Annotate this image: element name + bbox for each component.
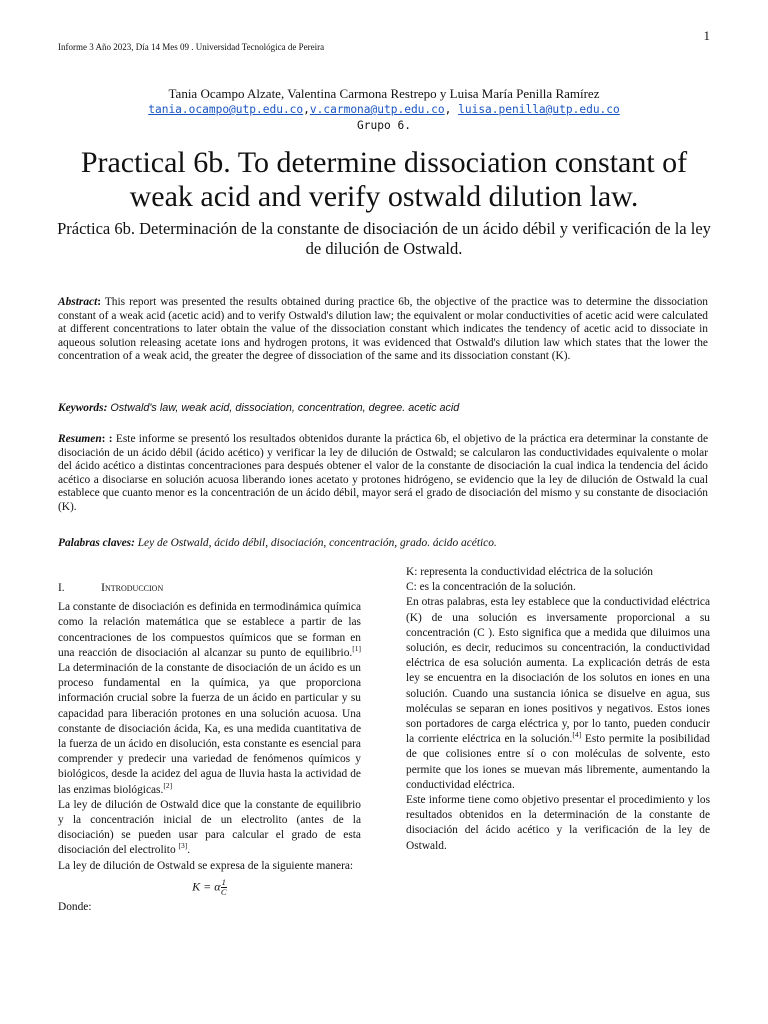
email-link-carmona[interactable]: v.carmona@utp.edu.co — [309, 103, 445, 116]
definition-c: C: es la concentración de la solución. — [406, 581, 576, 594]
left-column — [58, 580, 361, 915]
formula-lhs: K = α — [192, 879, 221, 894]
email-link-ocampo[interactable]: tania.ocampo@utp.edu.co — [148, 103, 304, 116]
resumen-label: Resumen — [58, 433, 102, 445]
citation-3: [3] — [178, 841, 188, 851]
citation-1: [1] — [352, 644, 361, 654]
resumen-text: Este informe se presentó los resultados obtenidos durante la práctica 6b, el objetivo de la práctica era determinar la constante de disociación de un ácido débil (ácido acético) y verificar la ley de dilución de Ostwald; se calcularon las conductividades equivalente o molar del ácido acético a distintas concentraciones para después obtener el valor de la constante de disociación la cual indica la tendencia del ácido acético a disociarse en solución acuosa liberando iones acetato y protones hidrógeno, se evidencio que la ley de dilución de Ostwald la cual establece que cuanto menor es la concentración de un ácido débil, mayor será el grado de disociación del mismo y su constante de disociación (K). — [58, 433, 709, 513]
ostwald-formula — [58, 878, 361, 897]
definition-k: K: representa la conductividad eléctrica de la solución — [406, 566, 654, 578]
intro-p1-text-a: La constante de disociación es definida en termodinámica química como la relación matemática que se establece a partir de las concentraciones de los compuestos químicos que se forman en una reacción de disociación al alcanzar su punto de equilibrio. — [58, 601, 362, 659]
intro-p2-text-b: . — [187, 844, 191, 857]
intro-paragraph-1 — [58, 600, 361, 798]
abstract-label: Abstract — [58, 296, 98, 308]
resumen-colon: : : — [101, 433, 113, 445]
formula-denominator: C — [220, 886, 227, 897]
palabras-claves — [58, 537, 708, 551]
paper-title-spanish: Práctica 6b. Determinación de la constante de disociación de un ácido débil y verificación de la ley de dilución de Ostwald. — [57, 219, 711, 258]
right-paragraph-2: Este informe tiene como objetivo presentar el procedimiento y los resultados obtenidos en la determinación de la constante de disociación del ácido acético y la verificación de la ley de Ostwald. — [406, 794, 710, 852]
donde-label: Donde: — [58, 900, 92, 913]
right-paragraph-1 — [406, 595, 710, 793]
right-p1-text-b: Esto permite la posibilidad de que colisiones entre sí o con moléculas de solvente, esto permite que los iones se muevan más libremente, aumentando la conductividad eléctrica. — [406, 733, 710, 791]
intro-paragraph-2 — [58, 798, 361, 859]
right-column — [406, 565, 710, 854]
author-emails — [0, 103, 768, 116]
palabras-label: Palabras claves: — [58, 537, 135, 549]
abstract — [58, 296, 708, 364]
formula-fraction — [221, 878, 227, 897]
abstract-colon: : — [97, 296, 102, 308]
running-header: Informe 3 Año 2023, Día 14 Mes 09 . Universidad Tecnológica de Pereira — [58, 42, 325, 52]
paper-title-english: Practical 6b. To determine dissociation constant of weak acid and verify ostwald dilution law. — [80, 146, 688, 213]
page-number: 1 — [703, 28, 710, 43]
email-separator: , — [444, 103, 459, 116]
formula-numerator: 1 — [221, 876, 226, 887]
authors: Tania Ocampo Alzate, Valentina Carmona Restrepo y Luisa María Penilla Ramírez — [168, 86, 600, 101]
section-title: Introduccion — [101, 580, 164, 594]
citation-2: [2] — [163, 780, 173, 790]
right-p1-text-a: En otras palabras, esta ley establece que la conductividad eléctrica (K) de una solución es inversamente proporcional a su concentración (C ). Esto significa que a medida que diluimos una solución, es decir, reducimos su concentración, la conductividad eléctrica de esa solución aumenta. La explicación detrás de esta ley se encuentra en la disociación de los solutos en iones en una solución. Cuando una sustancia iónica se disuelve en agua, sus moléculas se separan en iones positivos y negativos. Estos iones son portadores de carga eléctrica y, por lo tanto, pueden conducir la corriente eléctrica en la solución. — [406, 596, 710, 746]
palabras-text: Ley de Ostwald, ácido débil, disociación, concentración, grado. ácido acético. — [134, 537, 497, 549]
keywords — [58, 402, 708, 416]
intro-p1-text-b: La determinación de la constante de disociación de un ácido es un proceso fundamental en la química, ya que proporciona información crucial sobre la fuerza de un ácido en particular y su capacidad para liberación protones en una solución acuosa. Una constante de disociación ácida, Ka, es una medida cuantitativa de la fuerza de un ácido en disolución, esta constante es esencial para comprender y predecir una variedad de fenómenos químicos y biológicos, desde la acidez del agua de lluvia hasta la actividad de las enzimas biológicas. — [58, 662, 361, 796]
citation-4: [4] — [572, 730, 582, 740]
group-label: Grupo 6. — [357, 119, 411, 132]
email-separator: , — [303, 103, 310, 116]
section-heading-introduccion — [58, 580, 361, 596]
abstract-text: This report was presented the results obtained during practice 6b, the objective of the practice was to determine the dissociation constant of a weak acid (acetic acid) and to verify Ostwald's dilution law; the equivalent or molar conductivities of acetic acid were calculated at different concentrations to later obtain the value of the dissociation constant which indicates the tendency of acetic acid to dissociate in aqueous solution releasing acetate ions and hydrogen protons, it was evidenced that Ostwald's dilution law which states that the lower the concentration of a weak acid, the greater the degree of dissociation of the same and its dissociation constant (K). — [58, 296, 708, 363]
resumen — [58, 433, 708, 515]
intro-paragraph-3: La ley de dilución de Ostwald se expresa de la siguiente manera: — [58, 859, 354, 872]
email-link-penilla[interactable]: luisa.penilla@utp.edu.co — [458, 103, 620, 116]
keywords-text: Ostwald's law, weak acid, dissociation, concentration, degree. acetic acid — [107, 402, 460, 414]
keywords-label: Keywords: — [58, 402, 108, 414]
section-number: I. — [58, 582, 65, 594]
intro-p2-text-a: La ley de dilución de Ostwald dice que la constante de equilibrio y la concentración inicial de un electrolito (antes de la disociación) se pueden usar para calcular el grado de esta disociación del electrolito — [58, 798, 361, 857]
